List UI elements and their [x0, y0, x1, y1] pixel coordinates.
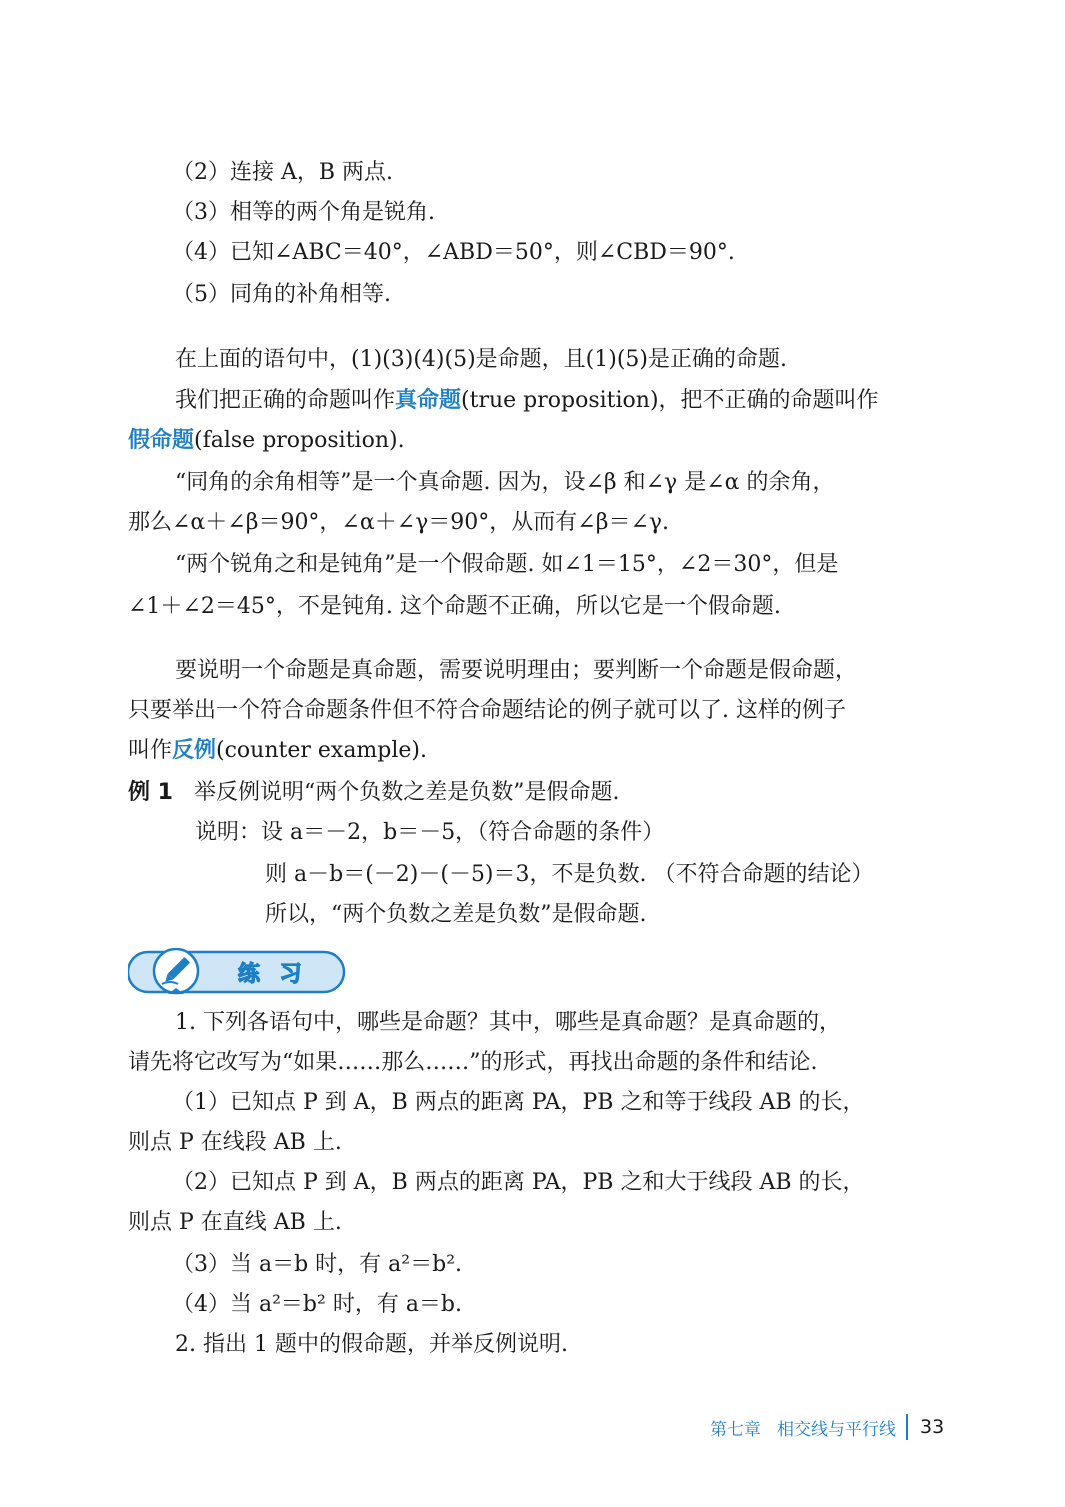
footer-divider — [906, 1414, 908, 1440]
exercise-1-l2: 请先将它改写为“如果……那么……”的形式，再找出命题的条件和结论. — [128, 1050, 818, 1075]
paragraph-counterexample-l3 — [128, 736, 427, 766]
page-footer — [710, 1410, 944, 1444]
footer-title: 相交线与平行线 — [777, 1419, 896, 1440]
example-1 — [128, 778, 619, 808]
exercise-1-1-l1: （1）已知点 P 到 A，B 两点的距离 PA，PB 之和等于线段 AB 的长， — [172, 1090, 865, 1115]
exercise-1-3: （3）当 a＝b 时，有 a²＝b². — [172, 1252, 463, 1277]
example-solution-l3: 所以，“两个负数之差是负数”是假命题. — [265, 902, 647, 927]
page-number: 33 — [920, 1416, 945, 1438]
text-segment: (counter example). — [216, 738, 428, 763]
practice-title: 练 习 — [238, 962, 308, 987]
exercise-1-1-l2: 则点 P 在线段 AB 上. — [128, 1130, 342, 1155]
exercise-1-l1: 1. 下列各语句中，哪些是命题？其中，哪些是真命题？是真命题的， — [175, 1010, 841, 1035]
text-segment: 叫作 — [128, 738, 173, 763]
text-segment: (true proposition)，把不正确的命题叫作 — [461, 388, 879, 413]
example-label: 例 1 — [128, 780, 173, 805]
exercise-1-2-l2: 则点 P 在直线 AB 上. — [128, 1210, 342, 1235]
statement-4: （4）已知∠ABC＝40°，∠ABD＝50°，则∠CBD＝90°. — [172, 240, 735, 265]
paragraph-false-proposition — [128, 426, 405, 456]
paragraph-complement-l1: “同角的余角相等”是一个真命题. 因为，设∠β 和∠γ 是∠α 的余角， — [175, 470, 835, 495]
practice-banner — [128, 948, 348, 996]
paragraph-complement-l2: 那么∠α＋∠β＝90°，∠α＋∠γ＝90°，从而有∠β＝∠γ. — [128, 510, 670, 535]
paragraph-counterexample-l2: 只要举出一个符合命题条件但不符合命题结论的例子就可以了. 这样的例子 — [128, 698, 846, 723]
exercise-1-2-l1: （2）已知点 P 到 A，B 两点的距离 PA，PB 之和大于线段 AB 的长， — [172, 1170, 865, 1195]
term-false-proposition: 假命题 — [128, 428, 195, 453]
pencil-icon — [158, 954, 194, 988]
example-text: 举反例说明“两个负数之差是负数”是假命题. — [193, 780, 620, 805]
text-segment: 我们把正确的命题叫作 — [175, 388, 396, 413]
paragraph-true-proposition — [175, 386, 879, 416]
example-solution-l2: 则 a－b＝(－2)－(－5)＝3，不是负数. （不符合命题的结论） — [265, 862, 874, 887]
statement-5: （5）同角的补角相等. — [172, 282, 391, 307]
statement-2: （2）连接 A，B 两点. — [172, 160, 394, 185]
text-segment: (false proposition). — [194, 428, 405, 453]
term-true-proposition: 真命题 — [395, 388, 462, 413]
exercise-1-4: （4）当 a²＝b² 时，有 a＝b. — [172, 1292, 463, 1317]
statement-3: （3）相等的两个角是锐角. — [172, 200, 435, 225]
example-solution-l1: 说明：设 a＝－2，b＝－5，（符合命题的条件） — [195, 820, 665, 845]
paragraph-acute-l1: “两个锐角之和是钝角”是一个假命题. 如∠1＝15°，∠2＝30°，但是 — [175, 552, 839, 577]
term-counterexample: 反例 — [172, 738, 217, 763]
exercise-2: 2. 指出 1 题中的假命题，并举反例说明. — [175, 1332, 568, 1357]
paragraph-acute-l2: ∠1＋∠2＝45°，不是钝角. 这个命题不正确，所以它是一个假命题. — [128, 594, 781, 619]
footer-chapter: 第七章 — [710, 1419, 761, 1440]
paragraph-propositions: 在上面的语句中，(1)(3)(4)(5)是命题，且(1)(5)是正确的命题. — [175, 347, 787, 372]
paragraph-counterexample-l1: 要说明一个命题是真命题，需要说明理由；要判断一个命题是假命题， — [175, 658, 858, 683]
